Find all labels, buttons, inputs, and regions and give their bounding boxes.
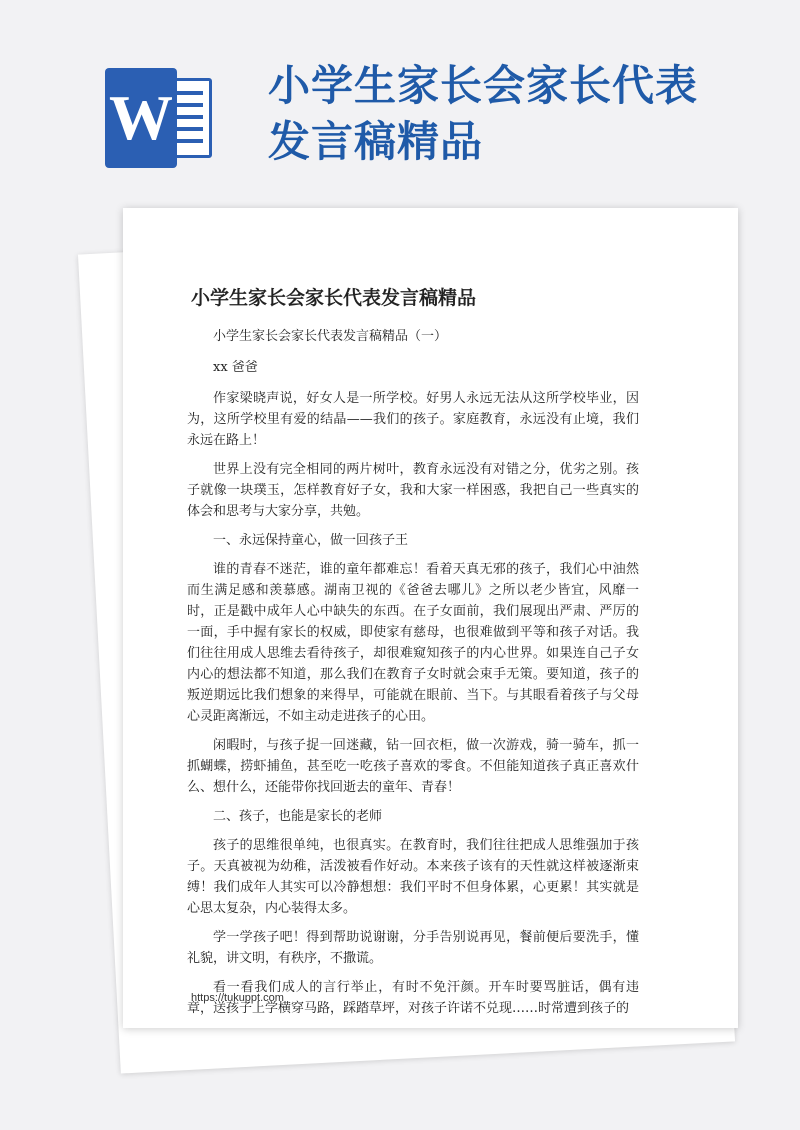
section-heading: 一、永远保持童心，做一回孩子王	[213, 533, 409, 548]
paragraph: 作家梁晓声说，好女人是一所学校。好男人永远无法从这所学校毕业，因为，这所学校里有爱的结晶——我们的孩子。家庭教育，永远没有止境，我们永远在路上！	[187, 391, 639, 448]
word-badge	[105, 68, 177, 168]
document-title: 小学生家长会家长代表发言稿精品	[191, 287, 477, 309]
document-page[interactable]	[123, 208, 738, 1028]
paragraph: 学一学孩子吧！得到帮助说谢谢，分手告别说再见，餐前便后要洗手，懂礼貌，讲文明，有秩序，不撒谎。	[187, 930, 639, 966]
document-author: xx 爸爸	[213, 360, 258, 375]
document-body	[187, 326, 639, 1027]
word-letter: W	[109, 82, 173, 153]
paragraph: 谁的青春不迷茫，谁的童年都难忘！看着天真无邪的孩子，我们心中油然而生满足感和羡慕感。湖南卫视的《爸爸去哪儿》之所以老少皆宜，风靡一时，正是戳中成年人心中缺失的东西。在子女面前，我们展现出严肃、严厉的一面，手中握有家长的权威，即使家有慈母，也很难做到平等和孩子对话。我们往往用成人思维去看待孩子，却很难窥知孩子的内心世界。如果连自己子女内心的想法都不知道，那么我们在教育子女时就会束手无策。要知道，孩子的叛逆期远比我们想象的来得早，可能就在眼前、当下。与其眼看着孩子与父母心灵距离渐远，不如主动走进孩子的心田。	[187, 562, 639, 724]
page-title: 小学生家长会家长代表发言稿精品	[268, 61, 699, 166]
page-header	[0, 0, 800, 200]
paragraph: 世界上没有完全相同的两片树叶，教育永远没有对错之分，优劣之别。孩子就像一块璞玉，怎样教育好子女，我和大家一样困惑，我把自己一些真实的体会和思考与大家分享，共勉。	[187, 462, 639, 519]
word-document-icon	[105, 68, 215, 168]
section-heading: 二、孩子，也能是家长的老师	[213, 809, 383, 824]
paragraph: 闲暇时，与孩子捉一回迷藏，钻一回衣柜，做一次游戏，骑一骑车，抓一抓蝴蝶，捞虾捕鱼，甚至吃一吃孩子喜欢的零食。不但能知道孩子真正喜欢什么、想什么，还能带你找回逝去的童年、青春！	[187, 738, 639, 795]
paragraph: 孩子的思维很单纯，也很真实。在教育时，我们往往把成人思维强加于孩子。天真被视为幼稚，活泼被看作好动。本来孩子该有的天性就这样被逐渐束缚！我们成年人其实可以冷静想想：我们平时不但身体累，心更累！其实就是心思太复杂，内心装得太多。	[187, 838, 639, 916]
document-subtitle: 小学生家长会家长代表发言稿精品（一）	[213, 329, 448, 344]
footer-url[interactable]: https://tukuppt.com	[191, 992, 284, 1004]
paragraph: 看一看我们成人的言行举止，有时不免汗颜。开车时要骂脏话，偶有违章，送孩子上学横穿马路，踩踏草坪，对孩子许诺不兑现……时常遭到孩子的	[187, 980, 639, 1016]
